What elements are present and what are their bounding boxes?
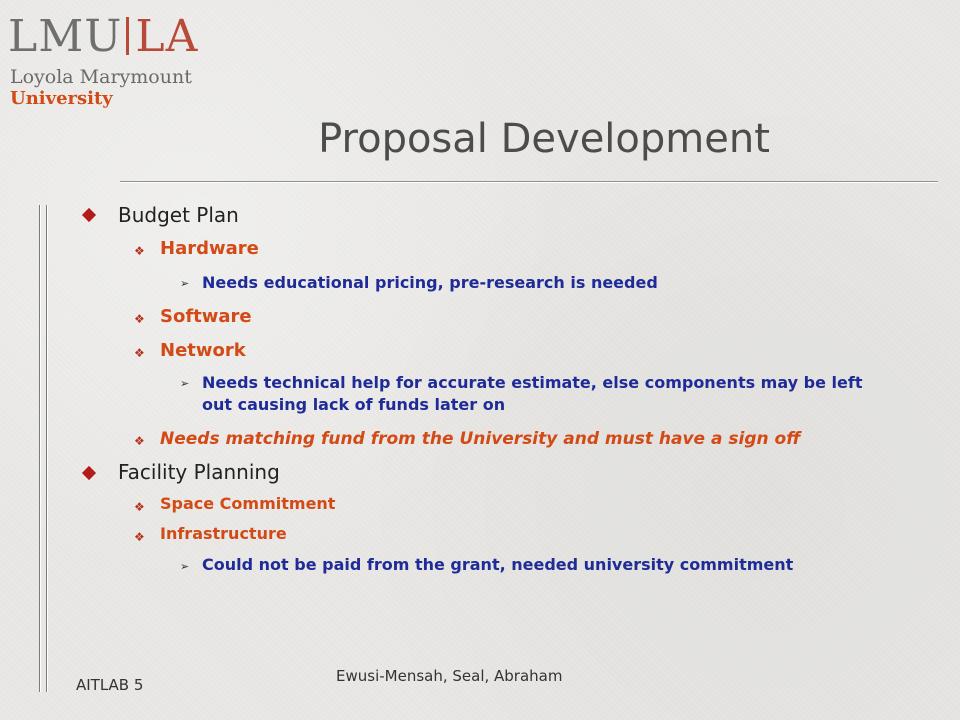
footer-slide-label: AITLAB 5 bbox=[76, 676, 144, 694]
item-network: Network bbox=[160, 340, 246, 361]
arrow-bullet-icon: ➢ bbox=[180, 277, 190, 290]
diamond-bullet-icon bbox=[82, 466, 96, 480]
logo-wordmark bbox=[8, 12, 198, 62]
item-infrastructure: Infrastructure bbox=[160, 524, 287, 543]
lmu-la-logo bbox=[8, 12, 208, 112]
item-software: Software bbox=[160, 306, 252, 327]
star-bullet-icon: ❖ bbox=[134, 434, 145, 448]
star-bullet-icon: ❖ bbox=[134, 346, 145, 360]
arrow-bullet-icon: ➢ bbox=[180, 560, 190, 573]
bullet-budget-plan: Budget Plan bbox=[118, 203, 239, 227]
item-matching-fund: Needs matching fund from the University and must have a sign off bbox=[160, 429, 801, 449]
note-hardware: Needs educational pricing, pre-research is needed bbox=[202, 273, 658, 292]
item-hardware: Hardware bbox=[160, 238, 259, 259]
logo-la-text: LA bbox=[135, 11, 199, 62]
star-bullet-icon: ❖ bbox=[134, 244, 145, 258]
title-divider bbox=[120, 181, 938, 183]
arrow-bullet-icon: ➢ bbox=[180, 377, 190, 390]
star-bullet-icon: ❖ bbox=[134, 530, 145, 544]
logo-divider bbox=[126, 17, 129, 55]
left-margin-line bbox=[39, 205, 41, 692]
note-network: Needs technical help for accurate estimate, else components may be left out causing lack of funds later on bbox=[202, 373, 863, 414]
star-bullet-icon: ❖ bbox=[134, 500, 145, 514]
diamond-bullet-icon bbox=[82, 208, 96, 222]
logo-line-2: University bbox=[10, 88, 113, 109]
logo-lmu-text: LMU bbox=[8, 11, 123, 62]
note-infrastructure: Could not be paid from the grant, needed university commitment bbox=[202, 555, 794, 574]
item-space-commitment: Space Commitment bbox=[160, 494, 336, 513]
footer-authors: Ewusi-Mensah, Seal, Abraham bbox=[336, 667, 563, 685]
logo-line-1: Loyola Marymount bbox=[10, 66, 192, 88]
bullet-facility-planning: Facility Planning bbox=[118, 460, 280, 484]
left-margin-line-inner bbox=[46, 205, 48, 692]
slide-title: Proposal Development bbox=[318, 116, 770, 162]
star-bullet-icon: ❖ bbox=[134, 312, 145, 326]
